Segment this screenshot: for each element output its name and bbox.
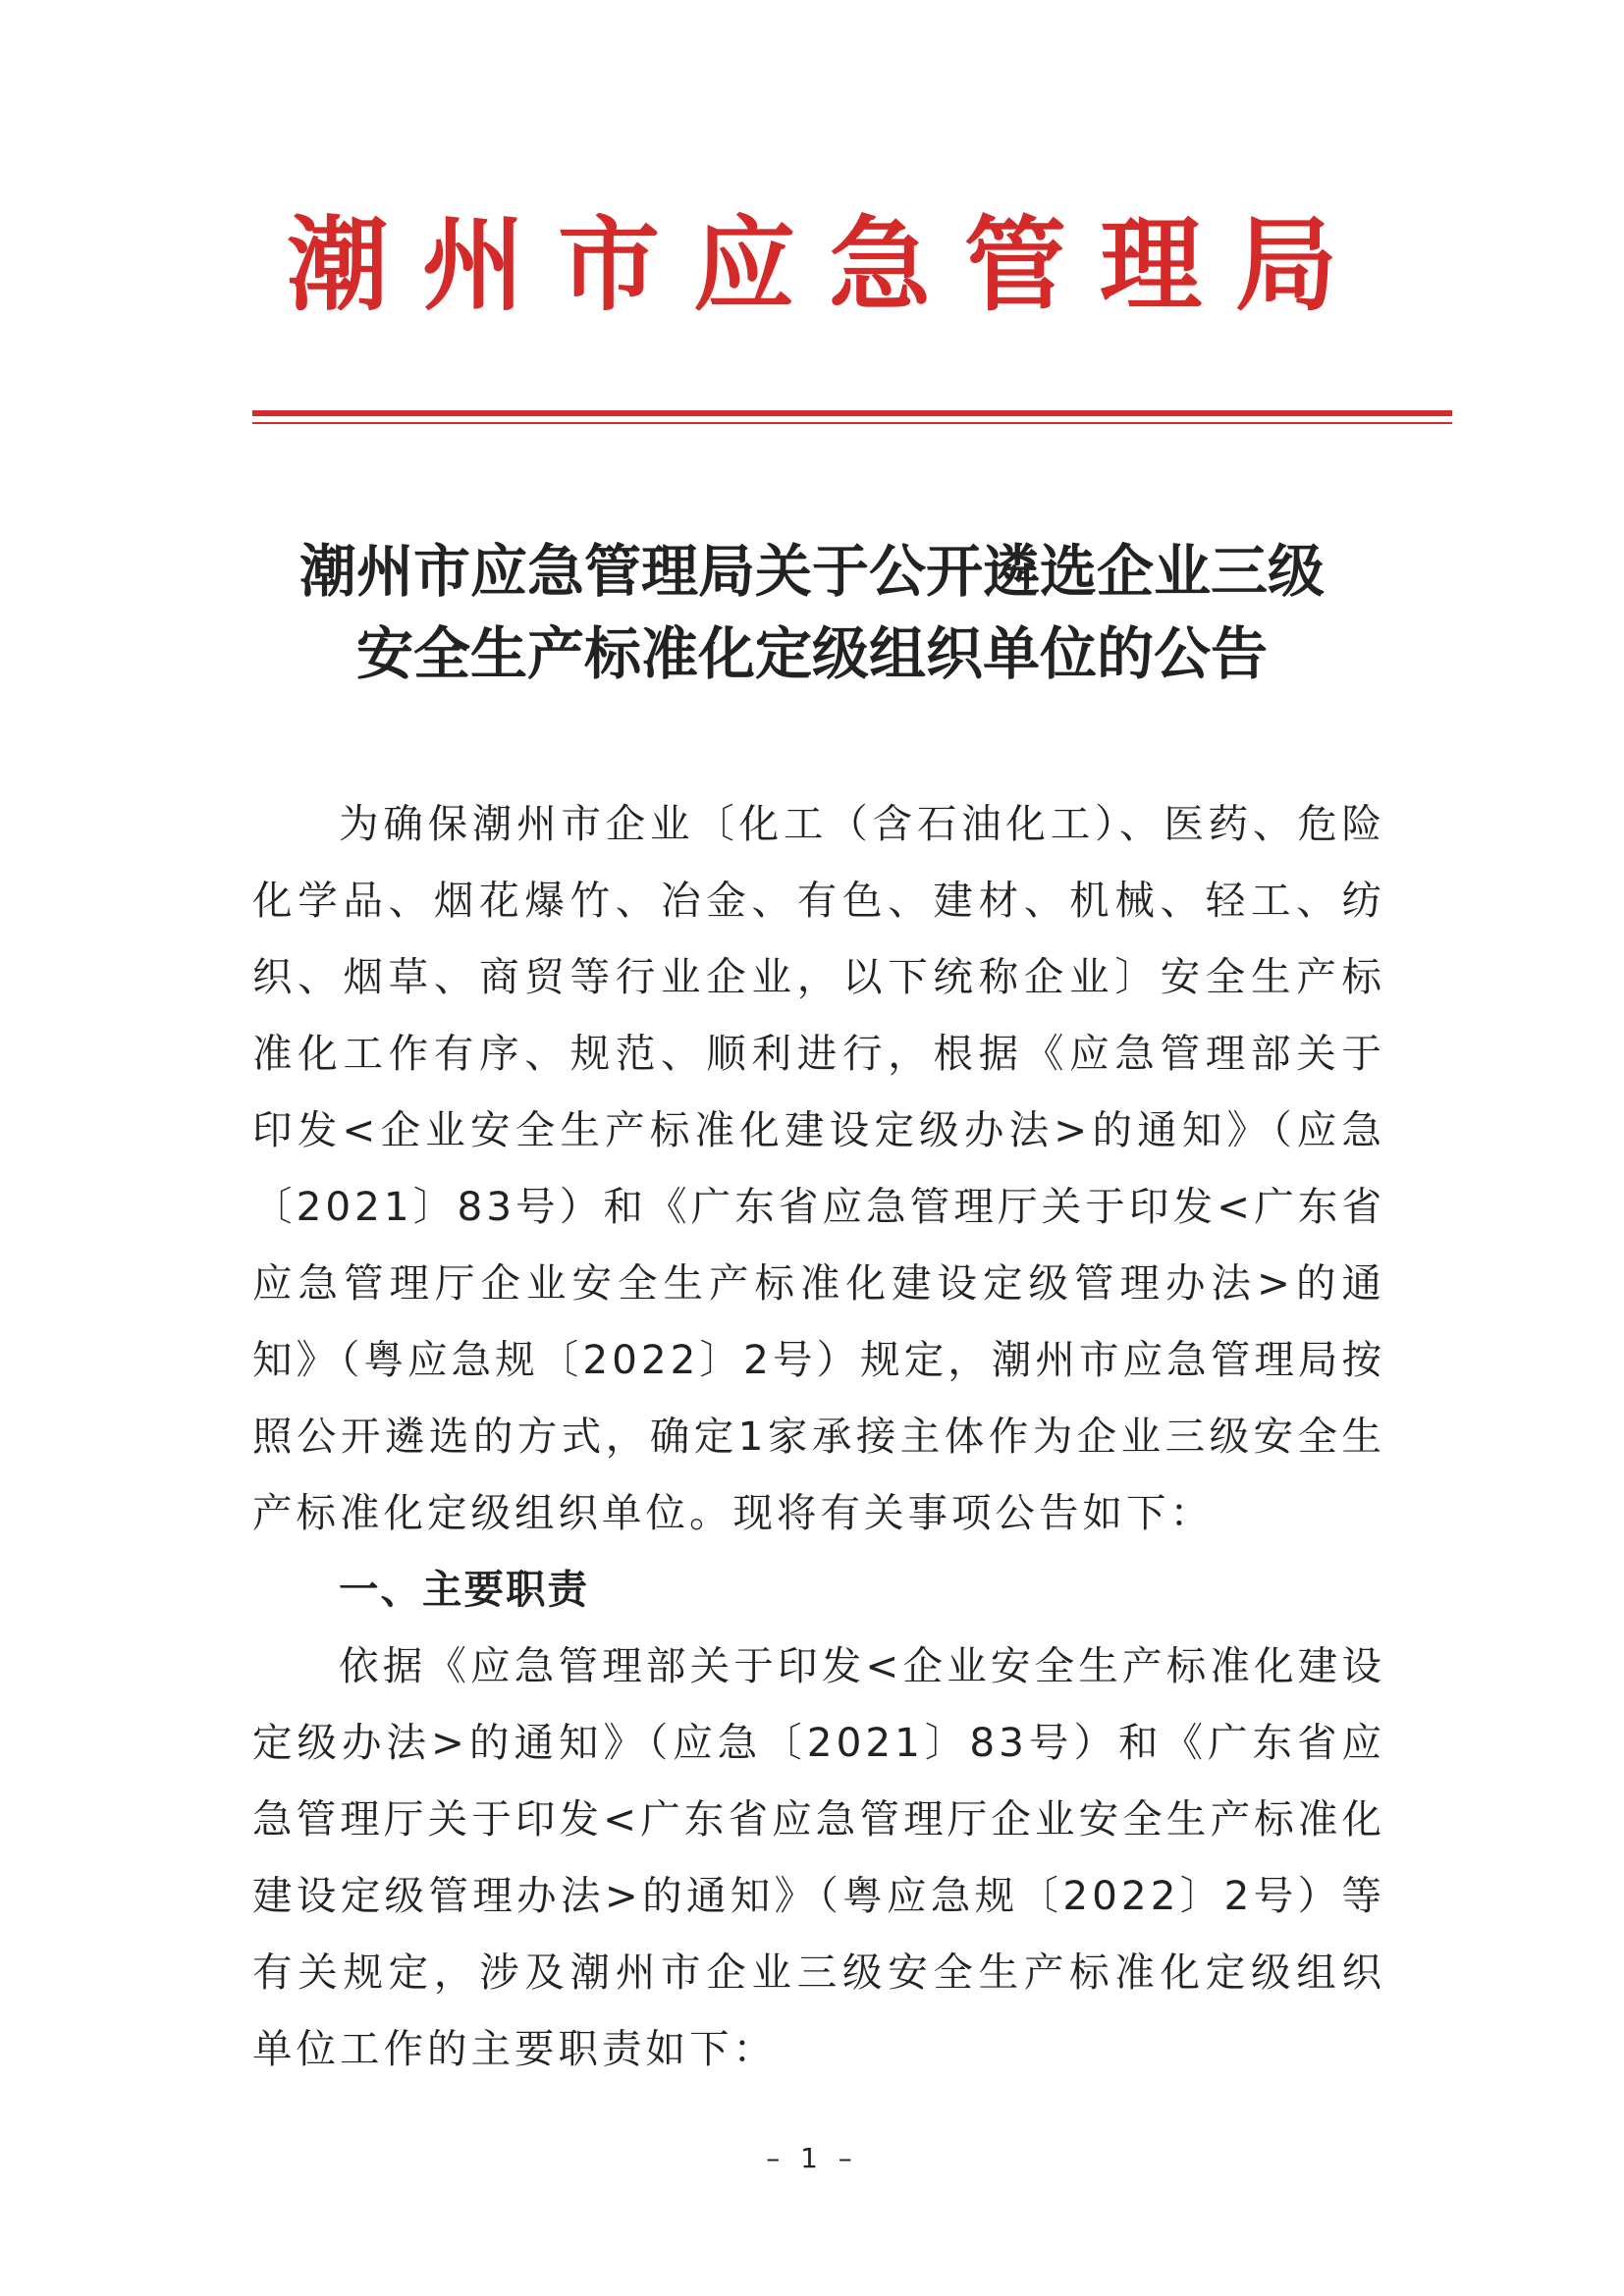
section-heading-main-duties: 一、主要职责 xyxy=(339,1566,589,1613)
page-number: – 1 – xyxy=(766,2142,858,2174)
masthead-red-rule-thick xyxy=(252,410,1452,416)
duties-paragraph: 依据《应急管理部关于印发<企业安全生产标准化建设定级办法>的通知》（应急〔2021〕83号）和《广东省应急管理厅关于印发<广东省应急管理厅企业安全生产标准化建设定级管理办法>的通知》（粤应急规〔2022〕2号）等有关规定，涉及潮州市企业三级安全生产标准化定级组织单位工作的主要职责如下： xyxy=(252,1642,1385,2072)
document-title-line-2: 安全生产标准化定级组织单位的公告 xyxy=(355,620,1268,687)
masthead-red-rule-thin xyxy=(252,422,1452,424)
document-title-line-1: 潮州市应急管理局关于公开遴选企业三级 xyxy=(298,538,1325,605)
intro-paragraph: 为确保潮州市企业〔化工（含石油化工）、医药、危险化学品、烟花爆竹、冶金、有色、建材、机械、轻工、纺织、烟草、商贸等行业企业，以下统称企业〕安全生产标准化工作有序、规范、顺利进行，根据《应急管理部关于印发<企业安全生产标准化建设定级办法>的通知》（应急〔2021〕83号）和《广东省应急管理厅关于印发<广东省应急管理厅企业安全生产标准化建设定级管理办法>的通知》（粤应急规〔2022〕2号）规定，潮州市应急管理局按照公开遴选的方式，确定1家承接主体作为企业三级安全生产标准化定级组织单位。现将有关事项公告如下： xyxy=(252,800,1385,1536)
document-body xyxy=(252,785,1385,2087)
agency-masthead: 潮州市应急管理局 xyxy=(286,204,1371,325)
document-title xyxy=(0,530,1624,695)
